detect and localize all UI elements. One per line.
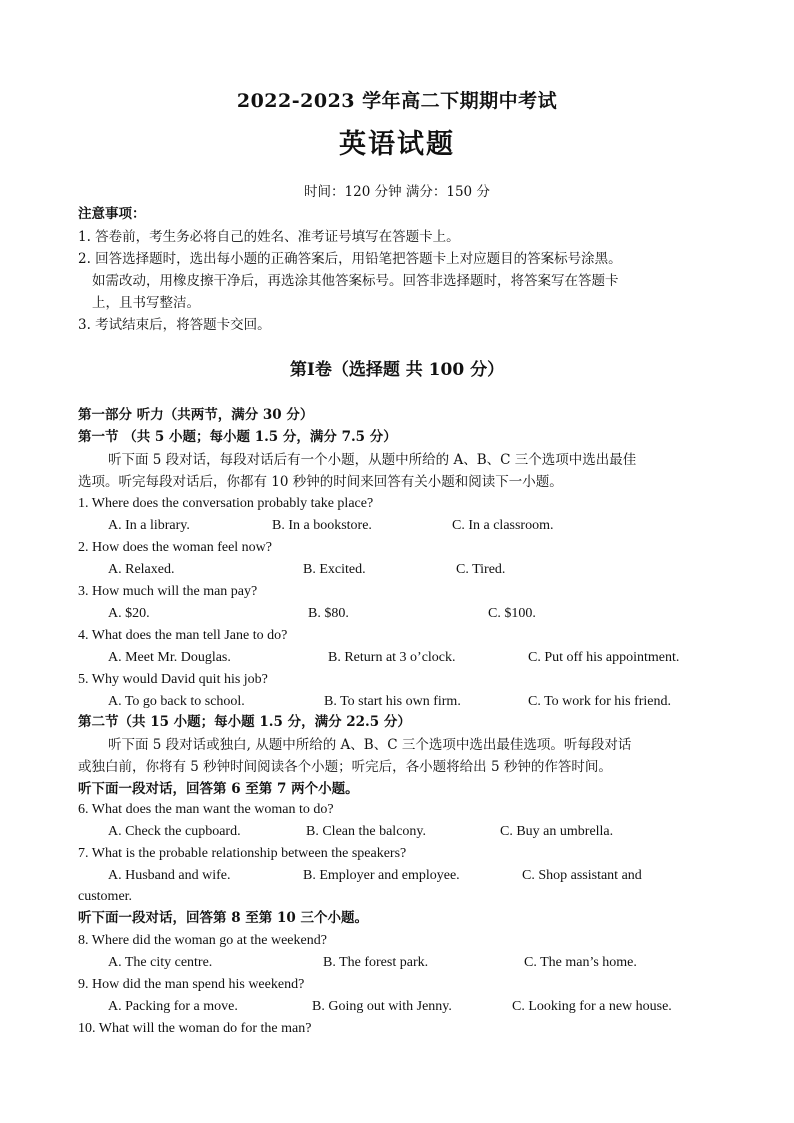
question-9-option-a: A. Packing for a move.: [108, 999, 238, 1014]
question-3-option-b: B. $80.: [308, 606, 349, 621]
section-2-instr-1: 听下面 5 段对话或独白, 从题中所给的 A、B、C 三个选项中选出最佳选项。听每段对话: [108, 737, 632, 753]
question-1-option-b: B. In a bookstore.: [272, 518, 372, 533]
question-6-option-c: C. Buy an umbrella.: [500, 824, 614, 839]
section-1-instr-1: 听下面 5 段对话，每段对话后有一个小题，从题中所给的 A、B、C 三个选项中选出最佳: [108, 452, 637, 468]
question-2-option-a: A. Relaxed.: [108, 562, 175, 577]
question-5-stem: 5. Why would David quit his job?: [78, 672, 268, 687]
question-1-option-a: A. In a library.: [108, 518, 190, 533]
group-6-7-heading: 听下面一段对话，回答第 6 至第 7 两个小题。: [78, 781, 359, 797]
note-3: 3. 考试结束后，将答题卡交回。: [78, 317, 271, 333]
exam-title: 2022-2023 学年高二下期期中考试: [236, 90, 558, 112]
question-3-stem: 3. How much will the man pay?: [78, 584, 258, 599]
note-1: 1. 答卷前，考生务必将自己的姓名、准考证号填写在答题卡上。: [78, 229, 460, 245]
question-7-option-c: C. Shop assistant and: [522, 868, 642, 883]
note-2-line-2: 如需改动，用橡皮擦干净后，再选涂其他答案标号。回答非选择题时，将答案写在答题卡: [92, 273, 619, 289]
question-3-option-c: C. $100.: [488, 606, 536, 621]
question-8-option-a: A. The city centre.: [108, 955, 213, 970]
notes-heading: 注意事项：: [78, 206, 146, 222]
question-8-option-b: B. The forest park.: [323, 955, 429, 970]
question-5-option-a: A. To go back to school.: [108, 694, 245, 709]
question-8-stem: 8. Where did the woman go at the weekend?: [78, 933, 327, 948]
question-4-option-b: B. Return at 3 o’clock.: [328, 650, 456, 665]
question-5-option-b: B. To start his own firm.: [324, 694, 461, 709]
question-9-option-b: B. Going out with Jenny.: [312, 999, 452, 1014]
time-info: 时间：120 分钟 满分：150 分: [304, 184, 490, 200]
question-2-stem: 2. How does the woman feel now?: [78, 540, 273, 555]
question-6-option-a: A. Check the cupboard.: [108, 824, 241, 839]
question-4-option-a: A. Meet Mr. Douglas.: [108, 650, 231, 665]
question-3-option-a: A. $20.: [108, 606, 150, 621]
question-2-option-c: C. Tired.: [456, 562, 506, 577]
question-8-option-c: C. The man’s home.: [524, 955, 637, 970]
question-1-option-c: C. In a classroom.: [452, 518, 554, 533]
section-1-instr-2: 选项。听完每段对话后，你都有 10 秒钟的时间来回答有关小题和阅读下一小题。: [78, 474, 563, 490]
question-1-stem: 1. Where does the conversation probably take place?: [78, 496, 374, 511]
question-9-stem: 9. How did the man spend his weekend?: [78, 977, 305, 992]
question-9-option-c: C. Looking for a new house.: [512, 999, 672, 1014]
question-7-option-b: B. Employer and employee.: [303, 868, 460, 883]
question-6-stem: 6. What does the man want the woman to do?: [78, 802, 334, 817]
note-2-line-1: 2. 回答选择题时，选出每小题的正确答案后，用铅笔把答题卡上对应题目的答案标号涂黑。: [78, 251, 622, 267]
question-2-option-b: B. Excited.: [303, 562, 366, 577]
question-10-stem: 10. What will the woman do for the man?: [78, 1021, 312, 1036]
question-7-option-a: A. Husband and wife.: [108, 868, 231, 883]
question-4-stem: 4. What does the man tell Jane to do?: [78, 628, 288, 643]
question-7-option-c-continued: customer.: [78, 889, 133, 904]
question-7-stem: 7. What is the probable relationship between the speakers?: [78, 846, 407, 861]
subject-title: 英语试题: [339, 129, 455, 160]
section-2-instr-2: 或独白前，你将有 5 秒钟时间阅读各个小题；听完后，各小题将给出 5 秒钟的作答时间。: [78, 759, 612, 775]
section-2-title: 第二节（共 15 小题；每小题 1.5 分，满分 22.5 分）: [78, 714, 411, 730]
group-8-10-heading: 听下面一段对话，回答第 8 至第 10 三个小题。: [78, 910, 368, 926]
question-6-option-b: B. Clean the balcony.: [306, 824, 427, 839]
question-5-option-c: C. To work for his friend.: [528, 694, 672, 709]
volume-1-title: 第Ⅰ卷（选择题 共 100 分）: [289, 360, 505, 380]
part-1-title: 第一部分 听力（共两节，满分 30 分）: [78, 407, 314, 423]
section-1-title: 第一节 （共 5 小题；每小题 1.5 分，满分 7.5 分）: [78, 429, 397, 445]
question-4-option-c: C. Put off his appointment.: [528, 650, 680, 665]
note-2-line-3: 上，且书写整洁。: [92, 295, 200, 311]
